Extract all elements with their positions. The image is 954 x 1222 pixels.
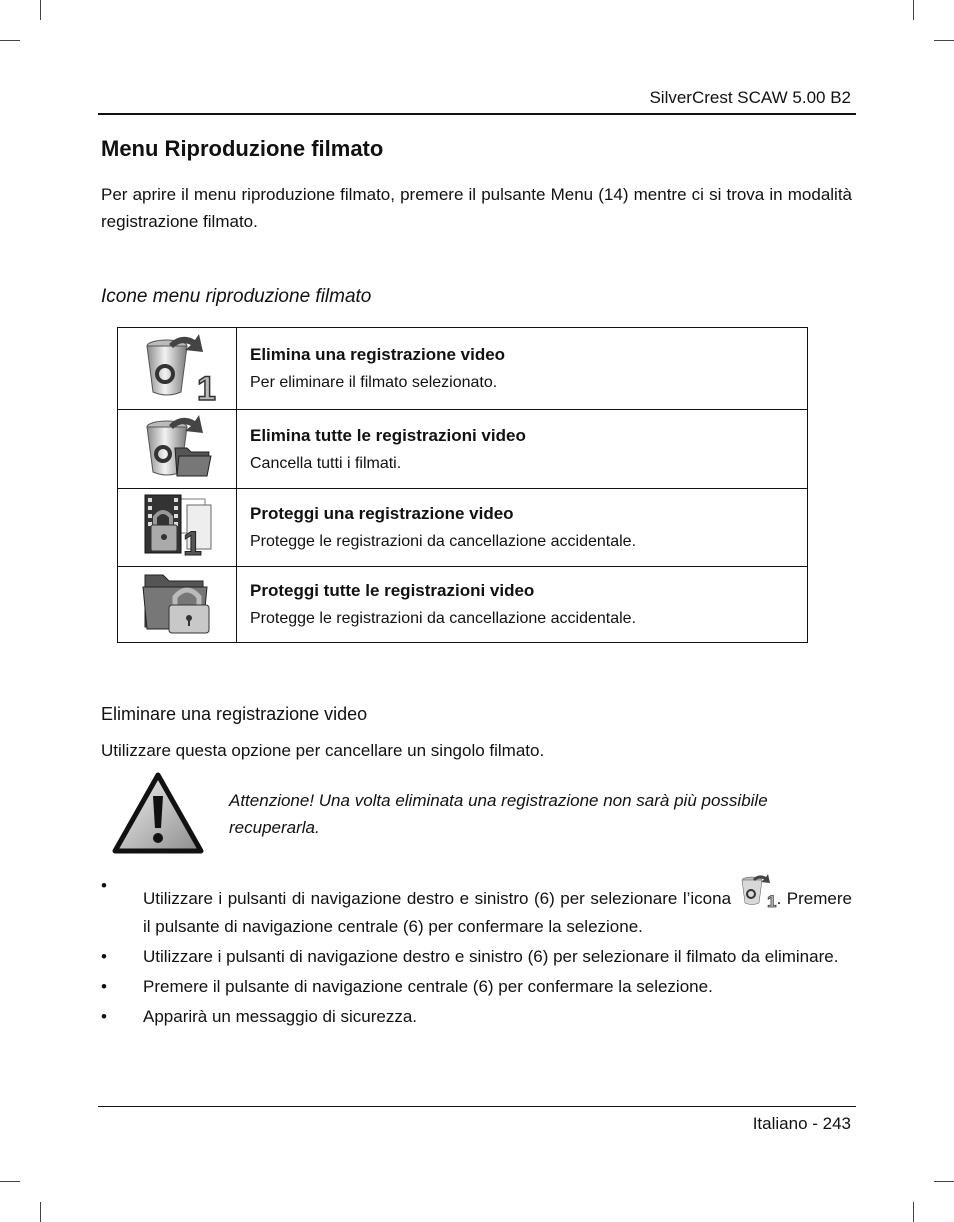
- list-item-text: Apparirà un messaggio di sicurezza.: [143, 1007, 418, 1026]
- crop-mark: [0, 1181, 20, 1182]
- page-number: Italiano - 243: [752, 1114, 851, 1133]
- desc-cell: [237, 328, 808, 410]
- bullet-dot: •: [101, 947, 107, 966]
- crop-mark: [40, 1202, 41, 1222]
- list-item-text: Premere il pulsante di navigazione centrale (6) per confermare la selezione.: [143, 977, 713, 996]
- icon-cell: [118, 410, 237, 489]
- row-description: Protegge le registrazioni da cancellazione accidentale.: [250, 610, 637, 627]
- folder-lock-icon: [141, 569, 213, 635]
- bullet-dot: •: [101, 977, 107, 996]
- table-row: [118, 410, 808, 489]
- list-item-text: Utilizzare i pulsanti di navigazione destro e sinistro (6) per selezionare l’icona: [143, 889, 732, 908]
- desc-cell: [237, 410, 808, 489]
- crop-mark: [934, 1181, 954, 1182]
- desc-cell: [237, 567, 808, 643]
- trash-one-icon: [141, 330, 216, 408]
- icons-section-title: Icone menu riproduzione filmato: [101, 286, 372, 307]
- running-header: SilverCrest SCAW 5.00 B2: [649, 88, 851, 107]
- icon-cell: [118, 328, 237, 410]
- trash-one-icon: [737, 872, 777, 911]
- crop-mark: [0, 40, 20, 41]
- row-title: Proteggi una registrazione video: [250, 504, 514, 523]
- svg-text:1: 1: [766, 892, 777, 911]
- crop-mark: [934, 40, 954, 41]
- table-row: [118, 328, 808, 410]
- crop-mark: [913, 1202, 914, 1222]
- crop-mark: [913, 0, 914, 20]
- list-item: [101, 1003, 852, 1031]
- list-item: [101, 943, 852, 971]
- list-item-text: . Premere il pulsante di navigazione centrale (6) per confermare la selezione.: [143, 889, 852, 936]
- bullet-dot: •: [101, 1007, 107, 1026]
- warning-text: Attenzione! Una volta eliminata una registrazione non sarà più possibile recuperarla.: [229, 791, 768, 837]
- row-title: Proteggi tutte le registrazioni video: [250, 581, 535, 600]
- section-text: Utilizzare questa opzione per cancellare un singolo filmato.: [101, 741, 545, 760]
- row-title: Elimina una registrazione video: [250, 345, 506, 364]
- row-description: Per eliminare il filmato selezionato.: [250, 374, 498, 391]
- svg-text:1: 1: [197, 370, 216, 408]
- page-title: Menu Riproduzione filmato: [101, 136, 384, 161]
- warning-icon: [112, 772, 204, 854]
- desc-cell: [237, 489, 808, 567]
- row-description: Protegge le registrazioni da cancellazione accidentale.: [250, 533, 637, 550]
- row-title: Elimina tutte le registrazioni video: [250, 425, 526, 445]
- list-item-text: Utilizzare i pulsanti di navigazione destro e sinistro (6) per selezionare il filmato da eliminare.: [143, 947, 839, 966]
- list-item: [101, 872, 852, 941]
- table-row: [118, 567, 808, 643]
- trash-folder-icon: [141, 412, 213, 482]
- film-lock-one-icon: [141, 493, 213, 563]
- svg-text:1: 1: [183, 525, 202, 563]
- intro-paragraph: Per aprire il menu riproduzione filmato, premere il pulsante Menu (14) mentre ci si trova in modalità registrazione filmato.: [101, 185, 852, 231]
- list-item: [101, 973, 852, 1001]
- icon-cell: [118, 567, 237, 643]
- bullet-dot: •: [101, 876, 107, 895]
- icon-table: [117, 327, 808, 643]
- table-row: [118, 489, 808, 567]
- header-rule: [98, 113, 856, 115]
- section-heading: Eliminare una registrazione video: [101, 704, 368, 724]
- icon-cell: [118, 489, 237, 567]
- row-description: Cancella tutti i filmati.: [250, 454, 402, 472]
- footer-rule: [98, 1106, 856, 1107]
- crop-mark: [40, 0, 41, 20]
- instruction-list: [101, 872, 852, 1033]
